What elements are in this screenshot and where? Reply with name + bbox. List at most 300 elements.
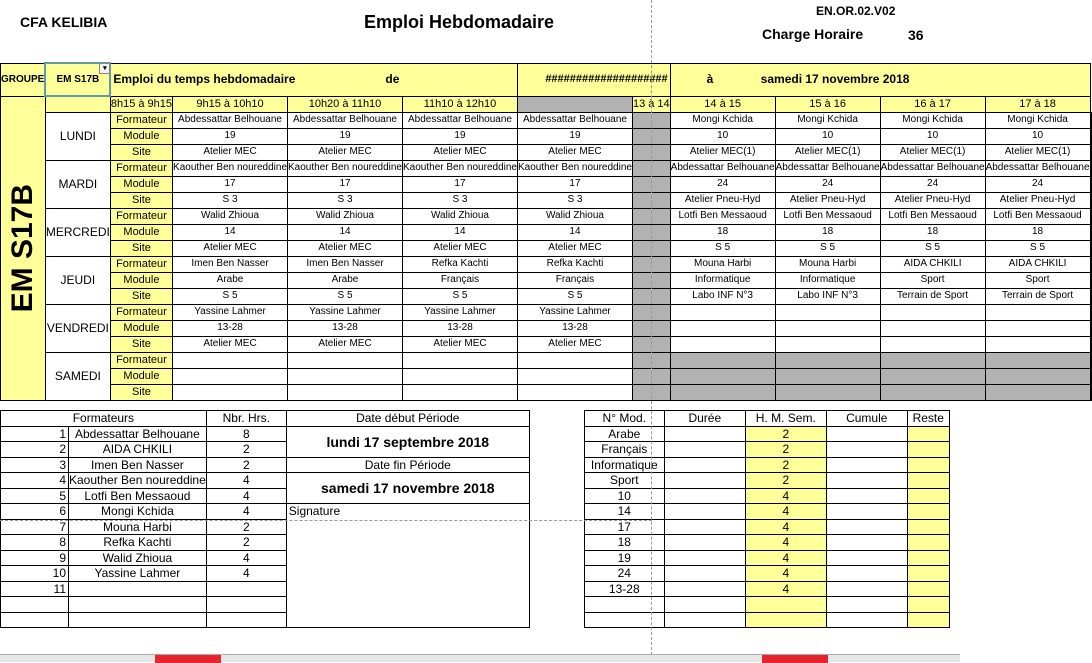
spacer bbox=[529, 566, 584, 582]
schedule-cell[interactable] bbox=[517, 368, 632, 384]
schedule-cell[interactable]: Atelier MEC bbox=[173, 336, 288, 352]
schedule-cell[interactable]: S 5 bbox=[670, 240, 775, 256]
titlebar-de: de bbox=[385, 71, 400, 86]
schedule-cell[interactable]: Atelier MEC bbox=[403, 240, 518, 256]
dropdown-arrow-icon[interactable]: ▾ bbox=[99, 63, 110, 74]
group-vertical-cell bbox=[1, 96, 46, 400]
schedule-cell[interactable] bbox=[173, 368, 288, 384]
schedule-cell[interactable] bbox=[1090, 272, 1091, 288]
schedule-cell[interactable]: S 3 bbox=[403, 192, 518, 208]
schedule-cell[interactable]: AIDA CHKILI bbox=[880, 256, 985, 272]
duree-cell[interactable] bbox=[664, 535, 745, 551]
schedule-cell[interactable] bbox=[670, 384, 775, 400]
module-number[interactable]: 10 bbox=[584, 488, 664, 504]
schedule-cell[interactable]: 18 bbox=[985, 224, 1090, 240]
schedule-cell[interactable] bbox=[775, 304, 880, 320]
empty-cell[interactable] bbox=[69, 612, 207, 628]
schedule-cell[interactable]: Labo INF N°3 bbox=[670, 288, 775, 304]
spacer bbox=[529, 473, 584, 489]
schedule-cell[interactable] bbox=[670, 368, 775, 384]
time-slot-header bbox=[517, 96, 632, 112]
schedule-cell[interactable]: Sport bbox=[985, 272, 1090, 288]
schedule-cell[interactable] bbox=[1090, 304, 1091, 320]
cumule-cell[interactable] bbox=[826, 426, 907, 442]
schedule-cell[interactable] bbox=[1090, 208, 1091, 224]
schedule-cell[interactable] bbox=[1090, 352, 1091, 368]
cumule-cell[interactable] bbox=[826, 519, 907, 535]
schedule-cell[interactable]: Atelier MEC bbox=[288, 144, 403, 160]
schedule-cell[interactable]: S 5 bbox=[173, 288, 288, 304]
formateur-hours[interactable]: 4 bbox=[206, 566, 286, 582]
schedule-cell[interactable]: Yassine Lahmer bbox=[288, 304, 403, 320]
reste-cell[interactable] bbox=[907, 504, 949, 520]
formateur-hours[interactable]: 2 bbox=[206, 457, 286, 473]
date-debut-value[interactable]: lundi 17 septembre 2018 bbox=[286, 426, 529, 457]
schedule-cell[interactable]: Mongi Kchida bbox=[775, 112, 880, 128]
schedule-cell[interactable]: AIDA CHKILI bbox=[985, 256, 1090, 272]
day-label: MARDI bbox=[45, 160, 110, 208]
schedule-cell[interactable]: Atelier MEC bbox=[288, 240, 403, 256]
schedule-cell[interactable]: S 5 bbox=[880, 240, 985, 256]
formateur-number: 6 bbox=[1, 504, 69, 520]
hm-sem-value[interactable]: 2 bbox=[745, 457, 826, 473]
schedule-cell[interactable]: 17 bbox=[517, 176, 632, 192]
schedule-cell[interactable]: Mouna Harbi bbox=[775, 256, 880, 272]
schedule-cell[interactable]: Abdessattar Belhouane bbox=[670, 160, 775, 176]
module-number[interactable]: 24 bbox=[584, 566, 664, 582]
schedule-cell[interactable]: Yassine Lahmer bbox=[403, 304, 518, 320]
formateur-name[interactable]: Walid Zhioua bbox=[69, 550, 207, 566]
cumule-cell[interactable] bbox=[826, 457, 907, 473]
signature-box[interactable]: Signature bbox=[286, 504, 529, 628]
schedule-cell[interactable] bbox=[985, 336, 1090, 352]
schedule-cell[interactable] bbox=[173, 384, 288, 400]
hm-sem-value[interactable]: 4 bbox=[745, 535, 826, 551]
empty-cell[interactable] bbox=[1, 597, 69, 613]
cumule-cell[interactable] bbox=[826, 581, 907, 597]
schedule-cell[interactable] bbox=[1090, 256, 1091, 272]
formateur-name[interactable]: Mongi Kchida bbox=[69, 504, 207, 520]
schedule-cell[interactable]: S 3 bbox=[173, 192, 288, 208]
reste-cell[interactable] bbox=[907, 426, 949, 442]
schedule-cell[interactable] bbox=[1090, 176, 1091, 192]
schedule-cell[interactable] bbox=[1090, 224, 1091, 240]
schedule-cell[interactable]: 24 bbox=[985, 176, 1090, 192]
schedule-cell[interactable]: Mouna Harbi bbox=[670, 256, 775, 272]
schedule-cell[interactable]: Imen Ben Nasser bbox=[173, 256, 288, 272]
schedule-cell[interactable]: S 5 bbox=[985, 240, 1090, 256]
row-label: Module bbox=[110, 368, 172, 384]
schedule-cell[interactable]: Abdessattar Belhouane bbox=[985, 160, 1090, 176]
schedule-cell[interactable]: Mongi Kchida bbox=[670, 112, 775, 128]
schedule-cell[interactable] bbox=[670, 304, 775, 320]
group-name-cell[interactable] bbox=[45, 63, 110, 96]
titlebar-a: à bbox=[706, 71, 714, 86]
schedule-cell[interactable]: Atelier Pneu-Hyd bbox=[670, 192, 775, 208]
time-slot-header: 13 à 14 bbox=[632, 98, 670, 110]
day-row bbox=[1, 384, 1092, 400]
schedule-cell[interactable]: S 5 bbox=[517, 288, 632, 304]
empty-cell[interactable] bbox=[584, 612, 664, 628]
time-slot-header: 11h10 à 12h10 bbox=[403, 96, 518, 112]
schedule-cell[interactable]: Informatique bbox=[775, 272, 880, 288]
schedule-cell[interactable] bbox=[288, 384, 403, 400]
schedule-cell[interactable]: Atelier MEC(1) bbox=[985, 144, 1090, 160]
schedule-cell[interactable]: Refka Kachti bbox=[403, 256, 518, 272]
schedule-grid bbox=[0, 62, 1092, 401]
day-row bbox=[1, 208, 1092, 224]
day-row bbox=[1, 160, 1092, 176]
sheet-tab-active-right[interactable] bbox=[762, 655, 828, 663]
module-number[interactable]: 13-28 bbox=[584, 581, 664, 597]
schedule-cell[interactable]: Terrain de Sport bbox=[985, 288, 1090, 304]
schedule-cell[interactable]: Abdessattar Belhouane bbox=[517, 112, 632, 128]
schedule-cell[interactable]: 14 bbox=[403, 224, 518, 240]
schedule-cell[interactable]: Walid Zhioua bbox=[403, 208, 518, 224]
empty-cell[interactable] bbox=[69, 597, 207, 613]
schedule-cell[interactable]: Atelier MEC(1) bbox=[880, 144, 985, 160]
schedule-cell[interactable]: Atelier Pneu-Hyd bbox=[985, 192, 1090, 208]
schedule-cell[interactable] bbox=[880, 352, 985, 368]
empty-cell[interactable] bbox=[206, 597, 286, 613]
schedule-cell[interactable]: Atelier MEC bbox=[403, 336, 518, 352]
duree-cell[interactable] bbox=[664, 457, 745, 473]
duree-header: Durée bbox=[664, 411, 745, 427]
schedule-cell[interactable]: Abdessattar Belhouane bbox=[288, 112, 403, 128]
schedule-cell[interactable] bbox=[880, 384, 985, 400]
empty-cell[interactable] bbox=[664, 612, 745, 628]
schedule-cell[interactable]: 24 bbox=[775, 176, 880, 192]
schedule-cell[interactable]: Terrain de Sport bbox=[880, 288, 985, 304]
schedule-cell[interactable] bbox=[288, 352, 403, 368]
schedule-cell[interactable] bbox=[403, 352, 518, 368]
schedule-cell[interactable]: Atelier Pneu-Hyd bbox=[880, 192, 985, 208]
schedule-cell[interactable] bbox=[775, 336, 880, 352]
module-number[interactable]: 17 bbox=[584, 519, 664, 535]
schedule-cell[interactable] bbox=[880, 336, 985, 352]
schedule-cell[interactable]: 13-28 bbox=[517, 320, 632, 336]
day-row bbox=[1, 368, 1092, 384]
cumule-cell[interactable] bbox=[826, 535, 907, 551]
schedule-cell[interactable]: Atelier MEC bbox=[517, 144, 632, 160]
schedule-cell[interactable]: Arabe bbox=[173, 272, 288, 288]
schedule-cell[interactable]: 10 bbox=[880, 128, 985, 144]
day-label: LUNDI bbox=[45, 112, 110, 160]
formateur-hours[interactable] bbox=[206, 581, 286, 597]
schedule-cell[interactable]: Yassine Lahmer bbox=[173, 304, 288, 320]
schedule-cell[interactable]: 24 bbox=[880, 176, 985, 192]
formateur-number: 2 bbox=[1, 442, 69, 458]
schedule-cell[interactable]: Atelier MEC bbox=[288, 336, 403, 352]
module-number[interactable]: Arabe bbox=[584, 426, 664, 442]
schedule-cell[interactable]: Walid Zhioua bbox=[517, 208, 632, 224]
hm-sem-value[interactable]: 4 bbox=[745, 519, 826, 535]
formateur-name[interactable]: Lotfi Ben Messaoud bbox=[69, 488, 207, 504]
reste-cell[interactable] bbox=[907, 442, 949, 458]
module-number[interactable]: Informatique bbox=[584, 457, 664, 473]
schedule-cell[interactable] bbox=[403, 384, 518, 400]
schedule-cell[interactable] bbox=[1090, 240, 1091, 256]
schedule-cell[interactable]: 14 bbox=[517, 224, 632, 240]
hm-sem-header: H. M. Sem. bbox=[745, 411, 826, 427]
empty-cell[interactable] bbox=[1, 612, 69, 628]
schedule-cell[interactable]: 13-28 bbox=[403, 320, 518, 336]
formateur-number: 11 bbox=[1, 581, 69, 597]
empty-cell[interactable] bbox=[584, 597, 664, 613]
schedule-cell[interactable]: Abdessattar Belhouane bbox=[775, 160, 880, 176]
formateur-name[interactable] bbox=[69, 581, 207, 597]
schedule-cell[interactable] bbox=[1090, 384, 1091, 400]
schedule-cell[interactable]: 18 bbox=[880, 224, 985, 240]
date-fin-label: Date fin Période bbox=[286, 457, 529, 473]
empty-cell[interactable] bbox=[745, 597, 826, 613]
schedule-cell[interactable]: S 5 bbox=[288, 288, 403, 304]
schedule-cell[interactable]: S 5 bbox=[775, 240, 880, 256]
formateur-hours[interactable]: 4 bbox=[206, 504, 286, 520]
schedule-cell[interactable]: 17 bbox=[173, 176, 288, 192]
schedule-cell[interactable]: Abdessattar Belhouane bbox=[880, 160, 985, 176]
schedule-cell[interactable]: Abdessattar Belhouane bbox=[403, 112, 518, 128]
schedule-cell[interactable]: 18 bbox=[775, 224, 880, 240]
hm-sem-value[interactable]: 4 bbox=[745, 566, 826, 582]
schedule-cell[interactable]: Kaouther Ben noureddine bbox=[403, 160, 518, 176]
reste-cell[interactable] bbox=[907, 457, 949, 473]
schedule-cell[interactable]: S 3 bbox=[288, 192, 403, 208]
row-label: Site bbox=[110, 288, 172, 304]
hm-sem-value[interactable]: 4 bbox=[745, 550, 826, 566]
schedule-cell[interactable]: Lotfi Ben Messaoud bbox=[880, 208, 985, 224]
day-label: JEUDI bbox=[45, 256, 110, 304]
module-number[interactable]: 19 bbox=[584, 550, 664, 566]
titlebar-text: Emploi du temps hebdomadaire bbox=[113, 71, 296, 86]
formateur-hours[interactable]: 2 bbox=[206, 442, 286, 458]
schedule-cell[interactable] bbox=[403, 368, 518, 384]
hm-sem-value[interactable]: 4 bbox=[745, 488, 826, 504]
reste-cell[interactable] bbox=[907, 488, 949, 504]
schedule-cell[interactable]: 10 bbox=[670, 128, 775, 144]
row-label: Formateur bbox=[110, 208, 172, 224]
duree-cell[interactable] bbox=[664, 566, 745, 582]
duree-cell[interactable] bbox=[664, 488, 745, 504]
summary-table bbox=[0, 410, 950, 628]
formateur-name[interactable]: Abdessattar Belhouane bbox=[69, 426, 207, 442]
schedule-cell[interactable] bbox=[985, 384, 1090, 400]
schedule-cell[interactable] bbox=[775, 320, 880, 336]
schedule-cell[interactable]: Lotfi Ben Messaoud bbox=[670, 208, 775, 224]
schedule-cell[interactable] bbox=[1090, 368, 1091, 384]
formateur-name[interactable]: Yassine Lahmer bbox=[69, 566, 207, 582]
reste-cell[interactable] bbox=[907, 550, 949, 566]
schedule-cell[interactable]: Atelier MEC bbox=[173, 144, 288, 160]
schedule-cell[interactable]: Mongi Kchida bbox=[880, 112, 985, 128]
schedule-cell[interactable]: Lotfi Ben Messaoud bbox=[985, 208, 1090, 224]
duree-cell[interactable] bbox=[664, 473, 745, 489]
schedule-cell[interactable]: 24 bbox=[670, 176, 775, 192]
duree-cell[interactable] bbox=[664, 442, 745, 458]
cumule-cell[interactable] bbox=[826, 550, 907, 566]
formateur-name[interactable]: AIDA CHKILI bbox=[69, 442, 207, 458]
schedule-cell[interactable]: 13-28 bbox=[173, 320, 288, 336]
cumule-cell[interactable] bbox=[826, 566, 907, 582]
duree-cell[interactable] bbox=[664, 519, 745, 535]
hm-sem-value[interactable]: 2 bbox=[745, 473, 826, 489]
schedule-cell[interactable]: Français bbox=[403, 272, 518, 288]
schedule-cell[interactable]: 19 bbox=[403, 128, 518, 144]
duree-cell[interactable] bbox=[664, 550, 745, 566]
schedule-cell[interactable]: 19 bbox=[173, 128, 288, 144]
module-number[interactable]: Sport bbox=[584, 473, 664, 489]
reste-cell[interactable] bbox=[907, 566, 949, 582]
reste-cell[interactable] bbox=[907, 535, 949, 551]
schedule-cell[interactable] bbox=[517, 384, 632, 400]
schedule-cell[interactable]: Kaouther Ben noureddine bbox=[288, 160, 403, 176]
formateur-hours[interactable]: 4 bbox=[206, 550, 286, 566]
schedule-cell[interactable] bbox=[670, 320, 775, 336]
schedule-cell[interactable]: 19 bbox=[517, 128, 632, 144]
schedule-cell[interactable]: Atelier MEC bbox=[517, 336, 632, 352]
schedule-cell[interactable]: Informatique bbox=[670, 272, 775, 288]
formateur-hours[interactable]: 4 bbox=[206, 488, 286, 504]
cumule-cell[interactable] bbox=[826, 473, 907, 489]
schedule-cell[interactable]: 14 bbox=[173, 224, 288, 240]
cumule-cell[interactable] bbox=[826, 442, 907, 458]
day-row bbox=[1, 352, 1092, 368]
module-number[interactable]: 14 bbox=[584, 504, 664, 520]
schedule-cell[interactable] bbox=[880, 320, 985, 336]
schedule-cell[interactable]: 14 bbox=[288, 224, 403, 240]
schedule-cell[interactable] bbox=[985, 368, 1090, 384]
schedule-cell[interactable] bbox=[173, 352, 288, 368]
schedule-cell[interactable]: 19 bbox=[288, 128, 403, 144]
empty-cell[interactable] bbox=[745, 612, 826, 628]
schedule-cell[interactable] bbox=[985, 320, 1090, 336]
schedule-cell[interactable]: Français bbox=[517, 272, 632, 288]
empty-cell[interactable] bbox=[907, 612, 949, 628]
day-row bbox=[1, 192, 1092, 208]
schedule-cell[interactable]: Yassine Lahmer bbox=[517, 304, 632, 320]
row-label: Module bbox=[110, 272, 172, 288]
schedule-cell[interactable] bbox=[775, 352, 880, 368]
formateur-hours[interactable]: 2 bbox=[206, 535, 286, 551]
schedule-cell[interactable]: Lotfi Ben Messaoud bbox=[775, 208, 880, 224]
schedule-cell[interactable]: 17 bbox=[403, 176, 518, 192]
schedule-cell[interactable] bbox=[775, 384, 880, 400]
formateur-name[interactable]: Imen Ben Nasser bbox=[69, 457, 207, 473]
duree-cell[interactable] bbox=[664, 426, 745, 442]
day-row bbox=[1, 288, 1092, 304]
empty-cell[interactable] bbox=[907, 597, 949, 613]
schedule-cell[interactable]: 18 bbox=[670, 224, 775, 240]
schedule-cell[interactable]: 10 bbox=[985, 128, 1090, 144]
sheet-tabs-bar bbox=[0, 654, 960, 662]
empty-cell[interactable] bbox=[664, 597, 745, 613]
schedule-cell[interactable]: Imen Ben Nasser bbox=[288, 256, 403, 272]
formateur-hours[interactable]: 8 bbox=[206, 426, 286, 442]
schedule-cell[interactable] bbox=[985, 352, 1090, 368]
module-number[interactable]: Français bbox=[584, 442, 664, 458]
schedule-cell[interactable]: S 5 bbox=[403, 288, 518, 304]
schedule-cell[interactable] bbox=[1090, 320, 1091, 336]
schedule-cell[interactable]: Refka Kachti bbox=[517, 256, 632, 272]
schedule-cell[interactable] bbox=[1090, 336, 1091, 352]
schedule-cell[interactable]: Abdessattar Belhouane bbox=[173, 112, 288, 128]
schedule-cell[interactable]: 13-28 bbox=[288, 320, 403, 336]
schedule-cell[interactable] bbox=[1090, 192, 1091, 208]
schedule-cell[interactable]: Atelier MEC(1) bbox=[775, 144, 880, 160]
day-row bbox=[1, 176, 1092, 192]
schedule-cell[interactable]: Walid Zhioua bbox=[173, 208, 288, 224]
empty-cell[interactable] bbox=[826, 612, 907, 628]
module-number[interactable]: 18 bbox=[584, 535, 664, 551]
cumule-cell[interactable] bbox=[826, 488, 907, 504]
schedule-cell[interactable]: Mongi Kchida bbox=[985, 112, 1090, 128]
date-fin-value[interactable]: samedi 17 novembre 2018 bbox=[286, 473, 529, 504]
schedule-cell[interactable] bbox=[1090, 144, 1091, 160]
reste-cell[interactable] bbox=[907, 473, 949, 489]
schedule-cell[interactable]: S 3 bbox=[517, 192, 632, 208]
hm-sem-value[interactable]: 4 bbox=[745, 581, 826, 597]
duree-cell[interactable] bbox=[664, 581, 745, 597]
schedule-cell[interactable]: Kaouther Ben noureddine bbox=[517, 160, 632, 176]
schedule-cell[interactable]: Labo INF N°3 bbox=[775, 288, 880, 304]
schedule-cell[interactable]: 10 bbox=[775, 128, 880, 144]
empty-cell[interactable] bbox=[206, 612, 286, 628]
schedule-cell[interactable] bbox=[670, 352, 775, 368]
schedule-cell[interactable] bbox=[880, 304, 985, 320]
hm-sem-value[interactable]: 2 bbox=[745, 426, 826, 442]
schedule-cell[interactable] bbox=[985, 304, 1090, 320]
schedule-cell[interactable]: Atelier MEC bbox=[517, 240, 632, 256]
formateur-name[interactable]: Kaouther Ben noureddine bbox=[69, 473, 206, 488]
schedule-cell[interactable]: Atelier MEC bbox=[403, 144, 518, 160]
schedule-cell[interactable] bbox=[670, 336, 775, 352]
hm-sem-value[interactable]: 2 bbox=[745, 442, 826, 458]
schedule-cell[interactable]: Kaouther Ben noureddine bbox=[173, 160, 288, 176]
hm-sem-value[interactable]: 4 bbox=[745, 504, 826, 520]
schedule-cell[interactable]: Walid Zhioua bbox=[288, 208, 403, 224]
reste-cell[interactable] bbox=[907, 519, 949, 535]
schedule-cell[interactable] bbox=[880, 368, 985, 384]
formateur-name[interactable]: Refka Kachti bbox=[69, 535, 207, 551]
schedule-cell[interactable]: Sport bbox=[880, 272, 985, 288]
schedule-cell[interactable]: Arabe bbox=[288, 272, 403, 288]
schedule-cell[interactable] bbox=[775, 368, 880, 384]
document-ref: EN.OR.02.V02 bbox=[816, 4, 896, 18]
formateur-hours[interactable]: 4 bbox=[206, 473, 286, 489]
schedule-cell[interactable] bbox=[517, 352, 632, 368]
duree-cell[interactable] bbox=[664, 504, 745, 520]
schedule-cell[interactable]: Atelier MEC bbox=[173, 240, 288, 256]
schedule-cell[interactable] bbox=[1090, 288, 1091, 304]
schedule-cell[interactable] bbox=[288, 368, 403, 384]
reste-cell[interactable] bbox=[907, 581, 949, 597]
day-row bbox=[1, 128, 1092, 144]
row-label: Module bbox=[110, 128, 172, 144]
cumule-cell[interactable] bbox=[826, 504, 907, 520]
empty-cell[interactable] bbox=[826, 597, 907, 613]
formateur-hours[interactable]: 2 bbox=[206, 519, 286, 535]
schedule-cell[interactable]: Atelier Pneu-Hyd bbox=[775, 192, 880, 208]
schedule-cell[interactable]: Atelier MEC(1) bbox=[670, 144, 775, 160]
schedule-cell[interactable] bbox=[1090, 160, 1091, 176]
schedule-cell[interactable] bbox=[1090, 112, 1091, 128]
day-row bbox=[1, 272, 1092, 288]
time-slot-header: 10h20 à 11h10 bbox=[288, 96, 403, 112]
schedule-cell[interactable]: 17 bbox=[288, 176, 403, 192]
schedule-cell[interactable] bbox=[1090, 128, 1091, 144]
formateur-name[interactable]: Mouna Harbi bbox=[69, 519, 207, 535]
sheet-tab-active-left[interactable] bbox=[155, 655, 221, 663]
